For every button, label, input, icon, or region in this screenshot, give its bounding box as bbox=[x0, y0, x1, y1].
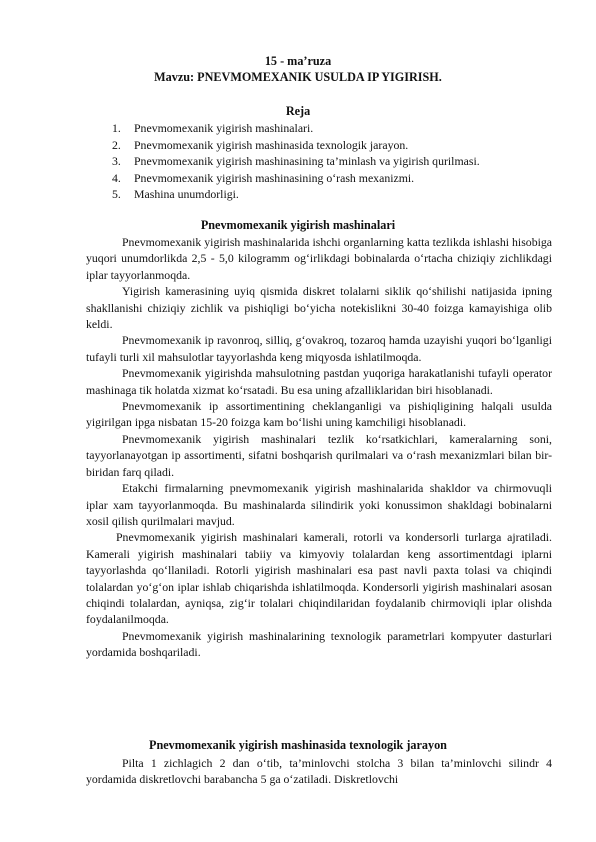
paragraph: Pilta 1 zichlagich 2 dan o‘tib, ta’minlovchi stolcha 3 bilan ta’minlovchi silindr 4 yordamida diskretlovchi barabancha 5 ga o‘zatiladi. Diskretlovchi bbox=[86, 756, 552, 787]
plan-item-text: Pnevmomexanik yigirish mashinasida texnologik jarayon. bbox=[134, 137, 409, 152]
section-heading: Pnevmomexanik yigirish mashinalari bbox=[200, 218, 396, 232]
plan-item-number: 1. bbox=[112, 121, 121, 135]
paragraph: Pnevmomexanik yigirish mashinalari kamerali, rotorli va kondersorli turlarga ajratiladi. Kamerali yigirish mashinalari tabiiy va kimyoviy tolalardan keng assortimentdagi iplarni tayyorlashda qo‘llaniladi. Rotorli yigirish mashinalari esa past navli paxta tolasi va chiqindi tolalardan yo‘g‘on iplar ishlab chiqarishda ishlatilmoqda. Kondersorli yigirish mashinalari asosan chiqindi tolalardan, ayniqsa, zig‘ir tolalari chiqindilaridan foydalanib chirmoviqli iplar olishda foydalanilmoqda. bbox=[86, 530, 552, 627]
plan-item-text: Mashina unumdorligi. bbox=[134, 187, 239, 202]
paragraph: Etakchi firmalarning pnevmomexanik yigirish mashinalarida shakldor va chirmovuqli iplar xam tayyorlanmoqda. Bu mashinalarda silindirik yoki konussimon shakldagi bobinalarni xosil qilish qurilmalari mavjud. bbox=[86, 481, 552, 528]
plan-item bbox=[112, 170, 572, 187]
plan-title: Reja bbox=[285, 104, 311, 118]
lecture-number: 15 - ma’ruza bbox=[264, 54, 332, 68]
plan-item bbox=[112, 120, 572, 137]
plan-item-number: 4. bbox=[112, 170, 121, 185]
paragraph: Pnevmomexanik ip assortimentining cheklanganligi va pishiqligining halqali usulda yigirilgan ipga nisbatan 15-20 foizga kam bo‘lishi uning kamchiligi hisoblanadi. bbox=[86, 399, 552, 430]
plan-item bbox=[112, 153, 572, 170]
paragraph: Pnevmomexanik yigirish mashinalarida ishchi organlarning katta tezlikda ishlashi hisobiga yuqori unumdorlikda 2,5 - 5,0 kilogramm og‘irlikdagi bobinalarda o‘rtacha chiziqiy zichlikdagi iplar tayyorlanmoqda. bbox=[86, 235, 552, 282]
plan-item bbox=[112, 137, 572, 154]
paragraph: Pnevmomexanik ip ravonroq, silliq, g‘ovakroq, tozaroq hamda uzayishi yuqori bo‘lganligi tufayli turli xil mahsulotlar tayyorlashda keng miqyosda ishlatilmoqda. bbox=[86, 333, 552, 364]
paragraph: Pnevmomexanik yigirishda mahsulotning pastdan yuqoriga harakatlanishi tufayli operator mashinaga tik holatda xizmat ko‘rsatadi. Bu esa uning afzalliklaridan biri hisoblanadi. bbox=[86, 366, 552, 397]
section-body bbox=[86, 234, 552, 661]
section-heading: Pnevmomexanik yigirish mashinasida texnologik jarayon bbox=[149, 738, 447, 752]
plan-list bbox=[112, 120, 572, 203]
paragraph: Pnevmomexanik yigirish mashinalarining texnologik parametrlari kompyuter dasturlari yordamida boshqariladi. bbox=[86, 628, 552, 660]
paragraph: Pnevmomexanik yigirish mashinalari tezlik ko‘rsatkichlari, kameralarning soni, tayyorlanayotgan ip assortimenti, sifatni boshqarish qurilmalari va o‘rash mexanizmlari bilan bir-biridan farq qiladi. bbox=[86, 431, 552, 479]
plan-item-text: Pnevmomexanik yigirish mashinasining o‘rash mexanizmi. bbox=[134, 170, 415, 185]
plan-item bbox=[112, 186, 572, 203]
lecture-topic: Mavzu: PNEVMOMEXANIK USULDA IP YIGIRISH. bbox=[154, 70, 442, 84]
section-body bbox=[86, 755, 552, 788]
plan-item-number: 2. bbox=[112, 137, 121, 152]
plan-item-text: Pnevmomexanik yigirish mashinasining ta’minlash va yigirish qurilmasi. bbox=[134, 154, 480, 169]
plan-item-number: 5. bbox=[112, 187, 121, 202]
paragraph: Yigirish kamerasining uyiq qismida diskret tolalarni siklik qo‘shilishi natijasida ipning shakllanishi chiziqiy zichlik va pishiqligi bo‘yicha notekislikni 30-40 foizga kamayishiga olib keldi. bbox=[86, 284, 552, 332]
plan-item-text: Pnevmomexanik yigirish mashinalari. bbox=[134, 121, 314, 135]
plan-item-number: 3. bbox=[112, 154, 121, 169]
